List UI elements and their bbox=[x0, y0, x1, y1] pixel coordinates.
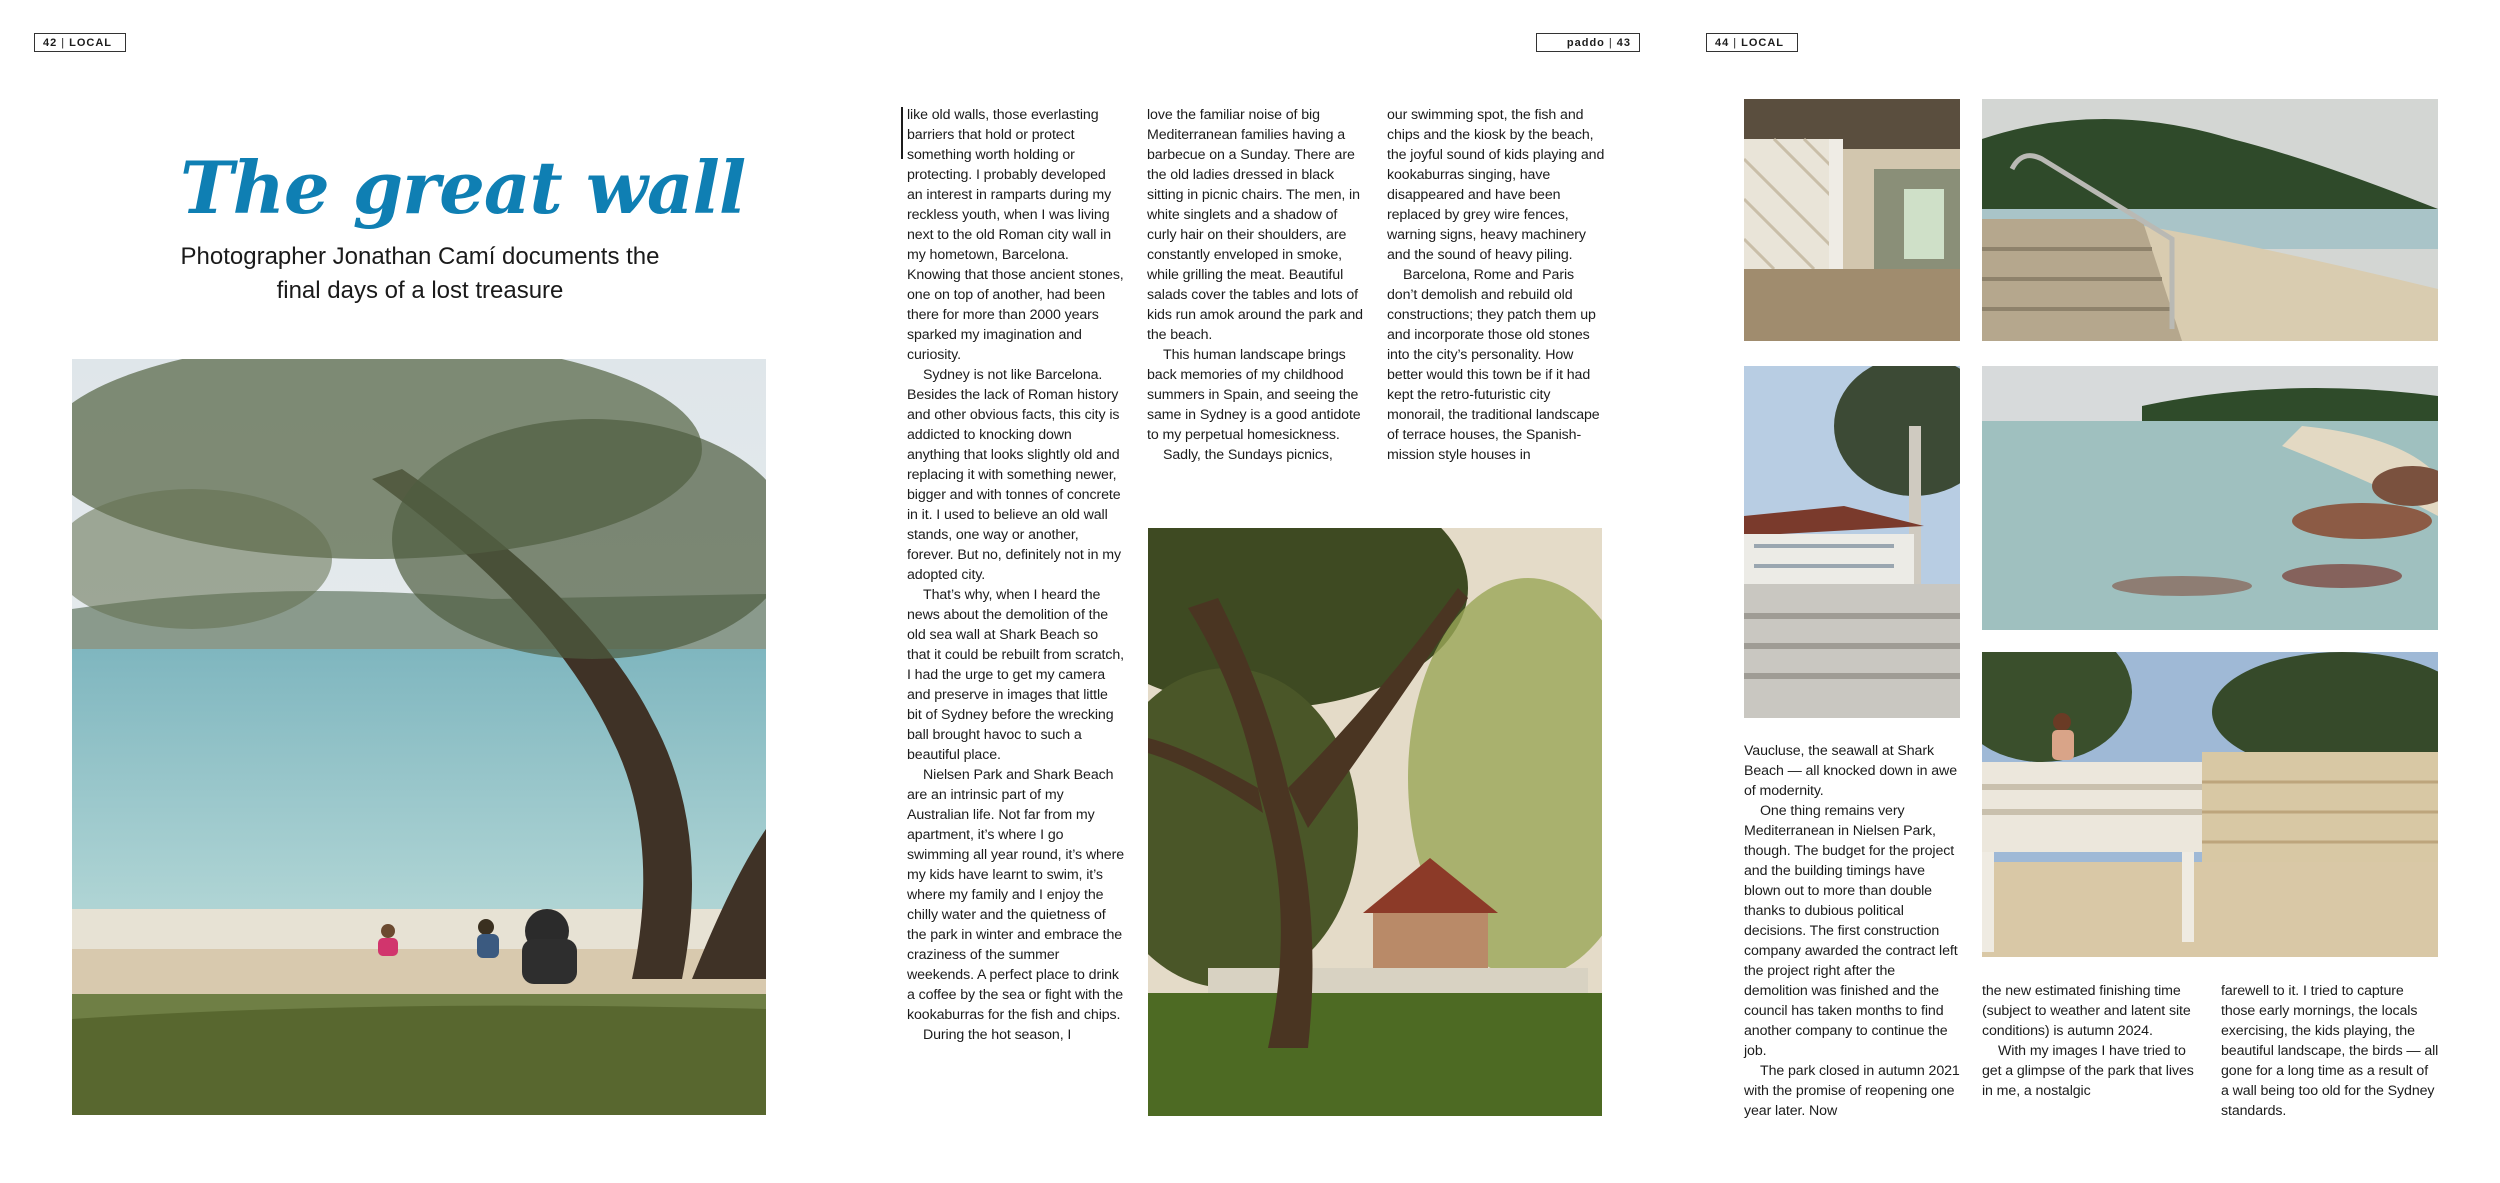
tree-beach-photo bbox=[72, 359, 766, 1115]
building-stairs-photo bbox=[1744, 366, 1960, 718]
seawall-photo bbox=[1982, 652, 2438, 957]
folio-right: 44 | LOCAL bbox=[1706, 33, 1798, 52]
body-column-1 bbox=[907, 105, 1125, 1045]
paragraph: like old walls, those everlasting barriers that hold or protect something worth holding or protecting. I probably developed an interest in ramparts during my reckless youth, when I was living next to the old Roman city wall in my hometown, Barcelona. Knowing that those ancient stones, one on top of another, had been there for more than 2000 years sparked my imagination and curiosity. bbox=[907, 107, 1124, 363]
park-house-photo bbox=[1148, 528, 1602, 1116]
paragraph: That’s why, when I heard the news about the demolition of the old sea wall at Shark Beach so that it could be rebuilt from scratch, I had the urge to get my camera and preserve in images that little bit of Sydney before the wrecking ball brought havoc to such a beautiful place. bbox=[907, 587, 1124, 763]
standfirst: Photographer Jonathan Camí documents the final days of a lost treasure bbox=[180, 243, 660, 304]
body-column-6 bbox=[2221, 981, 2439, 1121]
paragraph: farewell to it. I tried to capture those early mornings, the locals exercising, the kids playing, the beautiful landscape, the birds — all gone for a long time as a result of a wall being too old for the Sydney standards. bbox=[2221, 983, 2439, 1119]
section-label: LOCAL bbox=[69, 36, 112, 49]
body-column-4 bbox=[1744, 741, 1962, 1121]
folio-left: 42 | LOCAL bbox=[34, 33, 126, 52]
paragraph: love the familiar noise of big Mediterranean families having a barbecue on a Sunday. There are the old ladies dressed in black sitting in picnic chairs. The men, in white singlets and a shadow of curly hair on their shoulders, are constantly enveloped in smoke, while grilling the meat. Beautiful salads cover the tables and lots of kids run amok around the park and the beach. bbox=[1147, 107, 1363, 343]
brand-label: paddo bbox=[1566, 36, 1605, 49]
paragraph: Vaucluse, the seawall at Shark Beach — all knocked down in awe of modernity. bbox=[1744, 743, 1957, 799]
paragraph: With my images I have tried to get a glimpse of the park that lives in me, a nostalgic bbox=[1982, 1043, 2194, 1099]
page-number: 43 bbox=[1616, 36, 1631, 49]
body-column-5 bbox=[1982, 981, 2200, 1101]
pavilion-photo bbox=[1744, 99, 1960, 341]
paragraph: the new estimated finishing time (subject to weather and latent site conditions) is autumn 2024. bbox=[1982, 983, 2191, 1039]
folio-middle: paddo | 43 bbox=[1536, 33, 1640, 52]
paragraph: During the hot season, I bbox=[923, 1027, 1072, 1043]
paragraph: Sydney is not like Barcelona. Besides the lack of Roman history and other obvious facts, this city is addicted to knocking down anything that looks slightly old and replacing it with something newer, bigger and with tonnes of concrete in it. I used to believe an old wall stands, one way or another, forever. But no, definitely not in my adopted city. bbox=[907, 367, 1121, 583]
drop-cap-bar bbox=[901, 107, 903, 159]
paragraph: This human landscape brings back memories of my childhood summers in Spain, and seeing the same in Sydney is a good antidote to my perpetual homesickness. bbox=[1147, 347, 1361, 443]
paragraph: Sadly, the Sundays picnics, bbox=[1163, 447, 1333, 463]
headline: The great wall bbox=[180, 145, 746, 230]
page-number: 42 bbox=[43, 36, 58, 49]
paragraph: Nielsen Park and Shark Beach are an intrinsic part of my Australian life. Not far from my apartment, it’s where I go swimming all year round, it’s where my kids have learnt to swim, it’s where my family and I enjoy the chilly water and the quietness of the park in winter and embrace the craziness of the summer weekends. A perfect place to drink a coffee by the sea or fight with the kookaburras for the fish and chips. bbox=[907, 767, 1125, 1023]
paragraph: One thing remains very Mediterranean in Nielsen Park, though. The budget for the project and the building timings have blown out to more than double thanks to dubious political decisions. The first construction company awarded the contract left the project right after the demolition was finished and the council has taken months to find another company to continue the job. bbox=[1744, 803, 1958, 1059]
rocky-shore-photo bbox=[1982, 366, 2438, 630]
body-column-2 bbox=[1147, 105, 1365, 465]
paragraph: The park closed in autumn 2021 with the promise of reopening one year later. Now bbox=[1744, 1063, 1960, 1119]
page-number: 44 bbox=[1715, 36, 1730, 49]
section-label: LOCAL bbox=[1741, 36, 1784, 49]
paragraph: our swimming spot, the fish and chips and the kiosk by the beach, the joyful sound of kids playing and kookaburras singing, have disappeared and have been replaced by grey wire fences, warning signs, heavy machinery and the sound of heavy piling. bbox=[1387, 107, 1605, 263]
paragraph: Barcelona, Rome and Paris don’t demolish and rebuild old constructions; they patch them up and incorporate those old stones into the city’s personality. How better would this town be if it had kept the retro-futuristic city monorail, the traditional landscape of terrace houses, the Spanish-mission style houses in bbox=[1387, 267, 1600, 463]
body-column-3 bbox=[1387, 105, 1605, 465]
beach-stairs-photo bbox=[1982, 99, 2438, 341]
